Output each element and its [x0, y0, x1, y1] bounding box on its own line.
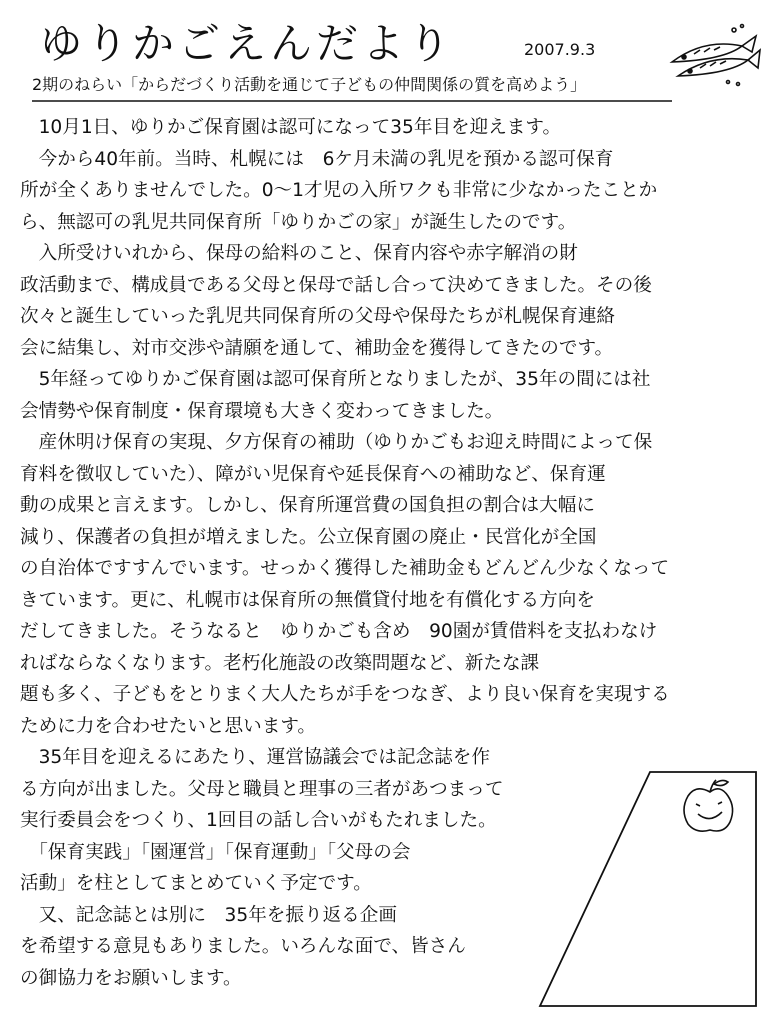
body-line: 題も多く、子どもをとりまく大人たちが手をつなぎ、より良い保育を実現する — [20, 684, 670, 705]
body-line: 又、記念誌とは別に 35年を振り返る企画 — [20, 904, 397, 926]
body-line: 次々と誕生していった乳児共同保育所の父母や保母たちが札幌保育連絡 — [20, 306, 616, 327]
body-line: 「保育実践」「園運営」「保育運動」「父母の会 — [20, 841, 411, 863]
newsletter-title: ゆりかごえんだより — [40, 19, 455, 68]
body-line: 5年経ってゆりかご保育園は認可保育所となりましたが、35年の間には社 — [20, 369, 651, 390]
body-line: 会に結集し、対市交渉や請願を通して、補助金を獲得してきたのです。 — [20, 337, 614, 359]
body-line: 産休明け保育の実現、夕方保育の補助（ゆりかごもお迎え時間によって保 — [20, 432, 653, 453]
body-line: の自治体ですすんでいます。せっかく獲得した補助金もどんどん少なくなって — [20, 558, 670, 579]
body-line: ればならなくなります。老朽化施設の改築問題など、新たな課 — [20, 652, 540, 674]
aim-underline — [32, 98, 682, 104]
issue-date: 2007.9.3 — [524, 40, 596, 59]
body-line: 10月1日、ゆりかご保育園は認可になって35年目を迎えます。 — [20, 117, 562, 138]
body-line: 政活動まで、構成員である父母と保母で話し合って決めてきました。その後 — [20, 274, 652, 296]
decorative-frame — [520, 770, 760, 1010]
body-line: ために力を合わせたいと思います。 — [20, 715, 317, 737]
body-line: ら、無認可の乳児共同保育所「ゆりかごの家」が誕生したのです。 — [20, 211, 577, 233]
apple-face-icon — [684, 780, 733, 831]
body-line: る方向が出ました。父母と職員と理事の三者があつまって — [20, 778, 504, 800]
body-line: 会情勢や保育制度・保育環境も大きく変わってきました。 — [20, 400, 504, 422]
body-line: 動の成果と言えます。しかし、保育所運営費の国負担の割合は大幅に — [20, 495, 595, 516]
body-line: だしてきました。そうなると ゆりかごも含め 90園が賃借料を支払わなけ — [20, 621, 658, 642]
body-line: きています。更に、札幌市は保育所の無償貸付地を有償化する方向を — [20, 589, 595, 611]
term-aim: 2期のねらい「からだづくり活動を通じて子どもの仲間関係の質を高めよう」 — [32, 75, 587, 94]
body-line: 育料を徴収していた）、障がい児保育や延長保育への補助など、保育運 — [20, 463, 606, 485]
body-line: 今から40年前。当時、札幌には 6ケ月未満の乳児を預かる認可保育 — [20, 148, 614, 170]
body-line: 35年目を迎えるにあたり、運営協議会では記念誌を作 — [20, 747, 490, 768]
body-line: 活動」を柱としてまとめていく予定です。 — [20, 873, 372, 894]
body-line: の御協力をお願いします。 — [20, 967, 242, 989]
body-line: を希望する意見もありました。いろんな面で、皆さん — [20, 936, 466, 957]
body-line: 入所受けいれから、保母の給料のこと、保育内容や赤字解消の財 — [20, 243, 578, 264]
body-line: 所が全くありませんでした。0〜1才児の入所ワクも非常に少なかったことか — [20, 180, 658, 201]
body-line: 減り、保護者の負担が増えました。公立保育園の廃止・民営化が全国 — [20, 526, 597, 548]
body-line: 実行委員会をつくり、1回目の話し合いがもたれました。 — [20, 810, 497, 831]
